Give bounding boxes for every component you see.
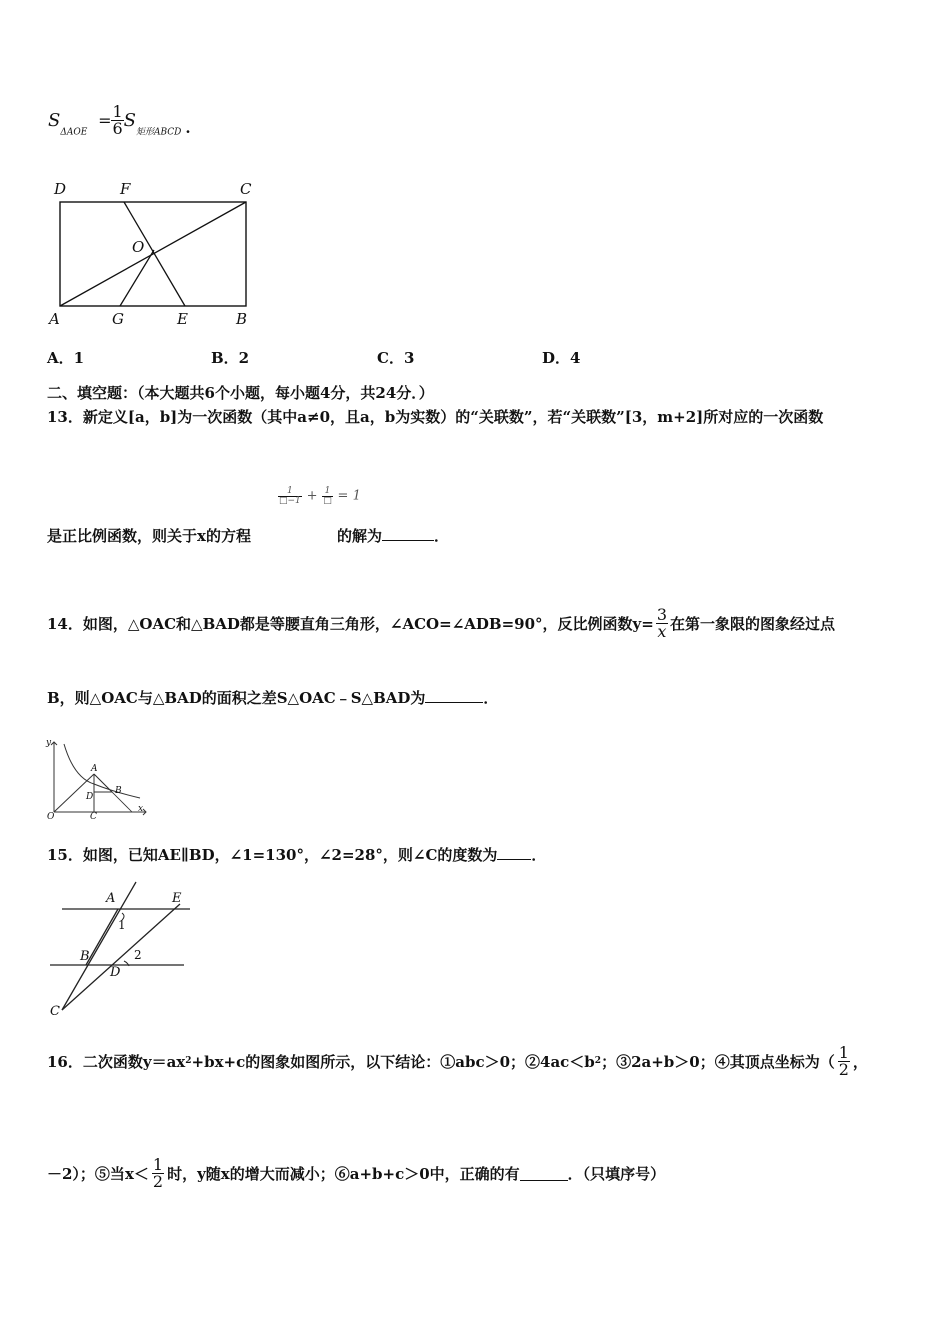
q13-line1: 13．新定义[a，b]为一次函数（其中a≠0，且a，b为实数）的“关联数”，若“关联数”[3，m+2]所对应的一次函数 — [47, 408, 824, 426]
q13-equation-image: $\frac{1}{□-1}$ + $\frac{1}{□}$ = 1 — [279, 485, 361, 506]
q16-fraction-half: $\frac{1}{2}$ — [838, 1042, 849, 1079]
label-B: B — [115, 786, 122, 796]
label-O: O — [47, 812, 55, 822]
figure-rectangle — [44, 178, 264, 330]
label-A: A — [91, 764, 98, 774]
q14-answer-blank[interactable] — [425, 688, 483, 703]
s-subscript: ΔAOE — [60, 127, 88, 138]
q13-line2: 是正比例函数，则关于x的方程 的解为 ． — [47, 527, 449, 545]
q14-line2: B，则△OAC与△BAD的面积之差S△OAC﹣S△BAD为 ． — [47, 689, 499, 707]
label-angle-1: 1 — [118, 918, 126, 932]
label-angle-2: 2 — [134, 948, 142, 962]
label-B: B — [80, 949, 90, 964]
label-A: A — [106, 891, 116, 906]
q16-fraction-half-2: $\frac{1}{2}$ — [152, 1154, 164, 1191]
label-D: D — [86, 792, 94, 802]
label-y: y — [46, 738, 52, 748]
option-c[interactable]: C．3 — [377, 349, 415, 367]
equals-sign: = — [98, 111, 112, 130]
q16-line1: 16．二次函数y＝ax 2 +bx+c的图象如图所示，以下结论：①abc＞0；②4ac＜b 2 ；③2a+b＞0；④其顶点坐标为（ $\frac{1}{2}$ ， — [47, 1042, 868, 1079]
q15-answer-blank[interactable] — [497, 845, 531, 860]
label-x: x — [138, 804, 144, 814]
label-B: B — [236, 310, 248, 328]
label-D: D — [54, 180, 67, 198]
s-symbol-2: S — [123, 110, 137, 131]
option-a[interactable]: A．1 — [47, 349, 85, 367]
label-O: O — [132, 238, 145, 256]
q14-fraction: $\frac{3}{x}$ — [656, 604, 668, 641]
label-C: C — [50, 1004, 60, 1019]
formula-area-ratio — [48, 104, 191, 150]
fraction-one-sixth: $\frac{1}{6}$ — [112, 102, 123, 138]
q16-line2: －2）；⑤当x＜ $\frac{1}{2}$ 时，y随x的增大而减小；⑥a+b+c＞0中，正确的有 ．（只填序号） — [47, 1154, 666, 1191]
q16-answer-blank[interactable] — [520, 1166, 568, 1181]
period: . — [185, 118, 191, 137]
label-C: C — [240, 180, 252, 198]
figure-inverse-function — [42, 736, 154, 824]
option-d[interactable]: D．4 — [542, 349, 581, 367]
s2-subscript: 矩形ABCD — [136, 127, 182, 138]
label-E: E — [177, 310, 188, 328]
option-b[interactable]: B．2 — [211, 349, 250, 367]
label-F: F — [120, 180, 131, 198]
q14-line1: 14．如图，△OAC和△BAD都是等腰直角三角形，∠ACO=∠ADB=90°，反比例函数y= $\frac{3}{x}$ 在第一象限的图象经过点 — [47, 604, 836, 641]
q13-answer-blank[interactable] — [382, 526, 434, 541]
q15-text: 15．如图，已知AE∥BD，∠1=130°，∠2=28°，则∠C的度数为 ． — [47, 846, 547, 864]
figure-parallel-lines — [44, 876, 196, 1024]
label-D: D — [110, 965, 121, 980]
section-title: 二、填空题：（本大题共6个小题，每小题4分，共24分．） — [47, 384, 434, 402]
s-symbol: S — [48, 110, 61, 131]
label-A: A — [49, 310, 60, 328]
rectangle-diagram — [44, 178, 264, 330]
label-E: E — [172, 891, 182, 906]
label-G: G — [112, 310, 124, 328]
label-C: C — [90, 812, 97, 822]
